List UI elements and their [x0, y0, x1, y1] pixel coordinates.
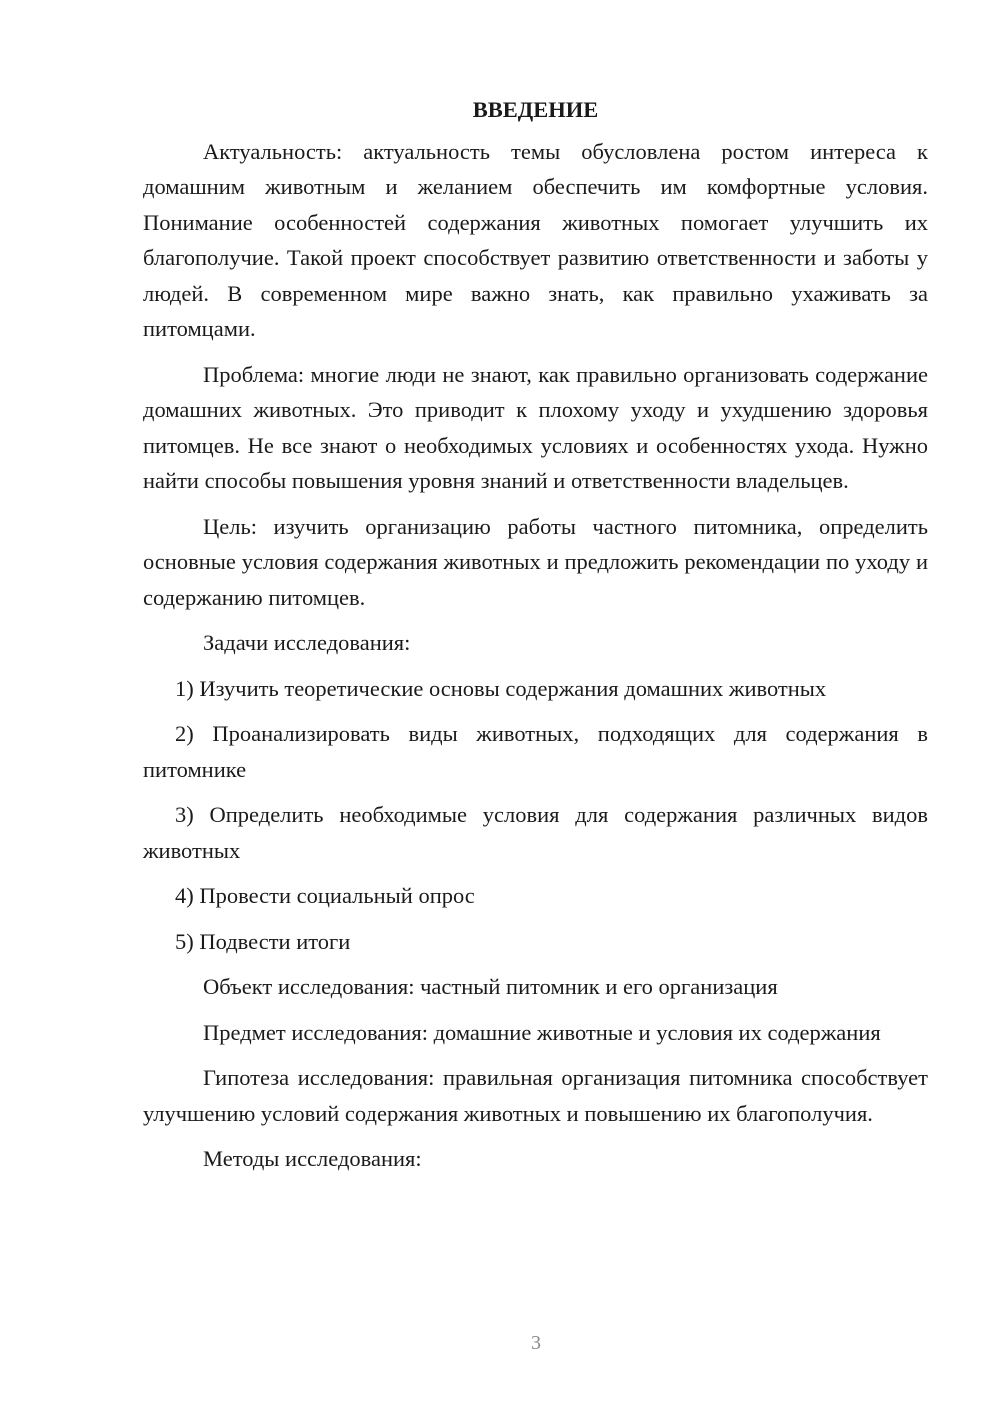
task-item: 3) Определить необходимые условия для содержания различных видов животных — [143, 802, 928, 863]
page-title: ВВЕДЕНИЕ — [472, 97, 599, 122]
task-item: 5) Подвести итоги — [175, 928, 351, 954]
task-item: 1) Изучить теоретические основы содержания домашних животных — [175, 675, 827, 701]
task-item: 2) Проанализировать виды животных, подходящих для содержания в питомнике — [143, 721, 928, 782]
relevance-paragraph: Актуальность: актуальность темы обусловлена ростом интереса к домашним животным и желанием обеспечить им комфортные условия. Понимание особенностей содержания животных помогает улучшить их благополучие. Такой проект способствует развитию ответственности и заботы у людей. В современном мире важно знать, как правильно ухаживать за питомцами. — [143, 138, 928, 341]
hypothesis-paragraph: Гипотеза исследования: правильная организация питомника способствует улучшению условий содержания животных и повышению их благополучия. — [143, 1065, 928, 1126]
subject-paragraph: Предмет исследования: домашние животные и условия их содержания — [203, 1019, 881, 1045]
tasks-heading: Задачи исследования: — [203, 630, 411, 655]
page-number: 3 — [531, 1332, 541, 1354]
methods-heading: Методы исследования: — [203, 1146, 422, 1171]
document-page — [143, 92, 928, 1187]
problem-paragraph: Проблема: многие люди не знают, как правильно организовать содержание домашних животных. Это приводит к плохому уходу и ухудшению здоровья питомцев. Не все знают о необходимых условиях и особенностях ухода. Нужно найти способы повышения уровня знаний и ответственности владельцев. — [143, 361, 928, 493]
task-item: 4) Провести социальный опрос — [175, 883, 475, 908]
goal-paragraph: Цель: изучить организацию работы частного питомника, определить основные условия содержания животных и предложить рекомендации по уходу и содержанию питомцев. — [143, 513, 928, 610]
object-paragraph: Объект исследования: частный питомник и его организация — [203, 974, 778, 999]
